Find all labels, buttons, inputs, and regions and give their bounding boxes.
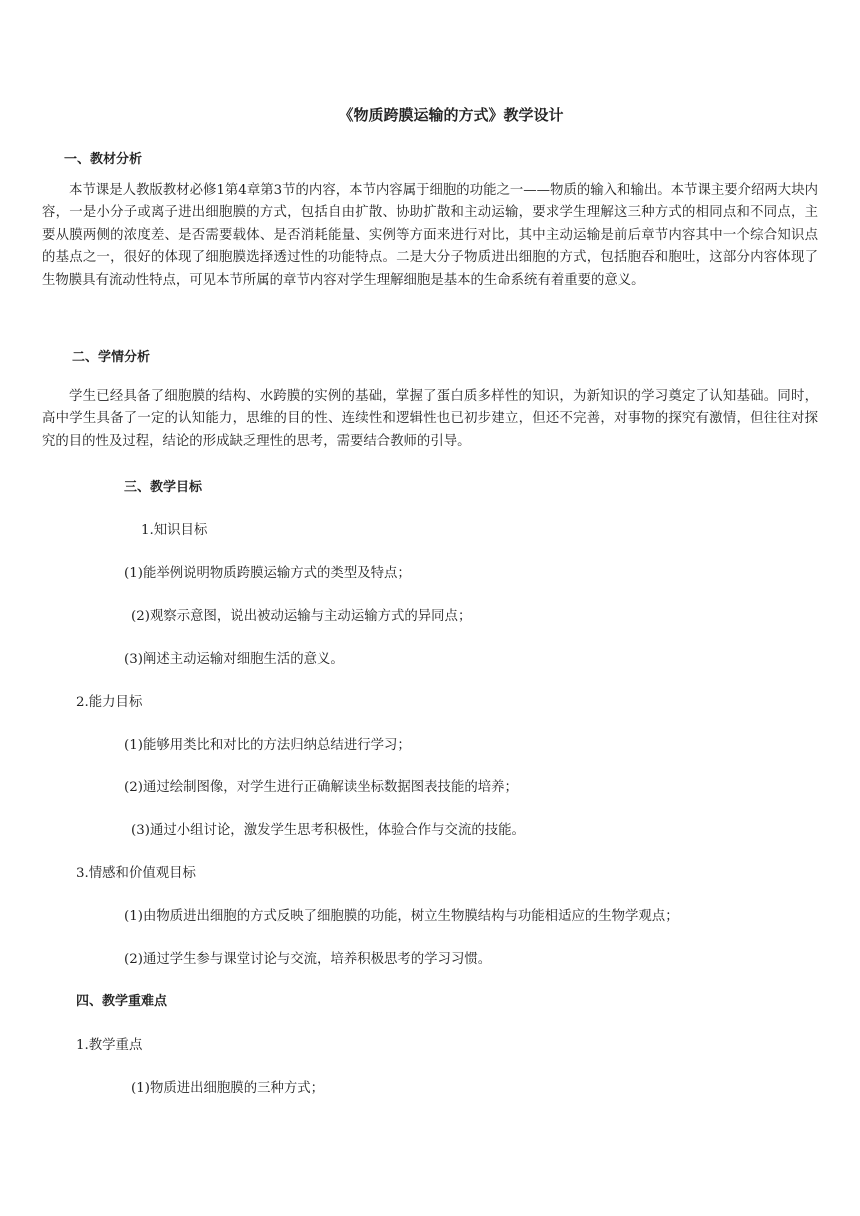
knowledge-objective-item: (2)观察示意图，说出被动运输与主动运输方式的异同点； — [131, 609, 472, 624]
knowledge-objective-item: (3)阐述主动运输对细胞生活的意义。 — [124, 652, 344, 667]
section-heading-student-analysis: 二、学情分析 — [72, 350, 151, 365]
emotion-objective-item: (1)由物质进出细胞的方式反映了细胞膜的功能，树立生物膜结构与功能相适应的生物学观点； — [124, 909, 679, 924]
knowledge-objective-item: (1)能举例说明物质跨膜运输方式的类型及特点； — [124, 566, 411, 581]
section-heading-textbook-analysis: 一、教材分析 — [64, 152, 143, 167]
knowledge-objectives-label: 1.知识目标 — [141, 523, 208, 538]
ability-objective-item: (3)通过小组讨论，激发学生思考积极性，体验合作与交流的技能。 — [131, 823, 525, 838]
paragraph-textbook-analysis: 本节课是人教版教材必修1第4章第3节的内容，本节内容属于细胞的功能之一——物质的输入和输出。本节课主要介绍两大块内容，一是小分子或离子进出细胞膜的方式，包括自由扩散、协助扩散和主动运输，要求学生理解这三种方式的相同点和不同点，主要从膜两侧的浓度差、是否需要载体、是否消耗能量、实例等方面来进行对比，其中主动运输是前后章节内容其中一个综合知识点的基点之一，很好的体现了细胞膜选择透过性的功能特点。二是大分子物质进出细胞的方式，包括胞吞和胞吐，这部分内容体现了生物膜具有流动性特点，可见本节所属的章节内容对学生理解细胞是基本的生命系统有着重要的意义。 — [42, 183, 818, 288]
emotion-objective-item: (2)通过学生参与课堂讨论与交流，培养积极思考的学习习惯。 — [124, 952, 492, 967]
section-heading-key-difficult-points: 四、教学重难点 — [76, 994, 168, 1009]
ability-objective-item: (1)能够用类比和对比的方法归纳总结进行学习； — [124, 738, 411, 753]
emotion-objectives-label: 3.情感和价值观目标 — [76, 866, 196, 881]
document-title: 《物质跨膜运输的方式》教学设计 — [338, 106, 564, 124]
paragraph-student-analysis: 学生已经具备了细胞膜的结构、水跨膜的实例的基础，掌握了蛋白质多样性的知识，为新知识的学习奠定了认知基础。同时，高中学生具备了一定的认知能力，思维的目的性、连续性和逻辑性也已初步建立，但还不完善，对事物的探究有激情，但往往对探究的目的性及过程，结论的形成缺乏理性的思考，需要结合教师的引导。 — [42, 389, 818, 449]
key-points-label: 1.教学重点 — [76, 1038, 143, 1053]
ability-objective-item: (2)通过绘制图像，对学生进行正确解读坐标数据图表技能的培养； — [124, 780, 518, 795]
section-heading-teaching-objectives: 三、教学目标 — [124, 480, 203, 495]
ability-objectives-label: 2.能力目标 — [76, 695, 143, 710]
key-point-item: (1)物质进出细胞膜的三种方式； — [131, 1081, 325, 1096]
